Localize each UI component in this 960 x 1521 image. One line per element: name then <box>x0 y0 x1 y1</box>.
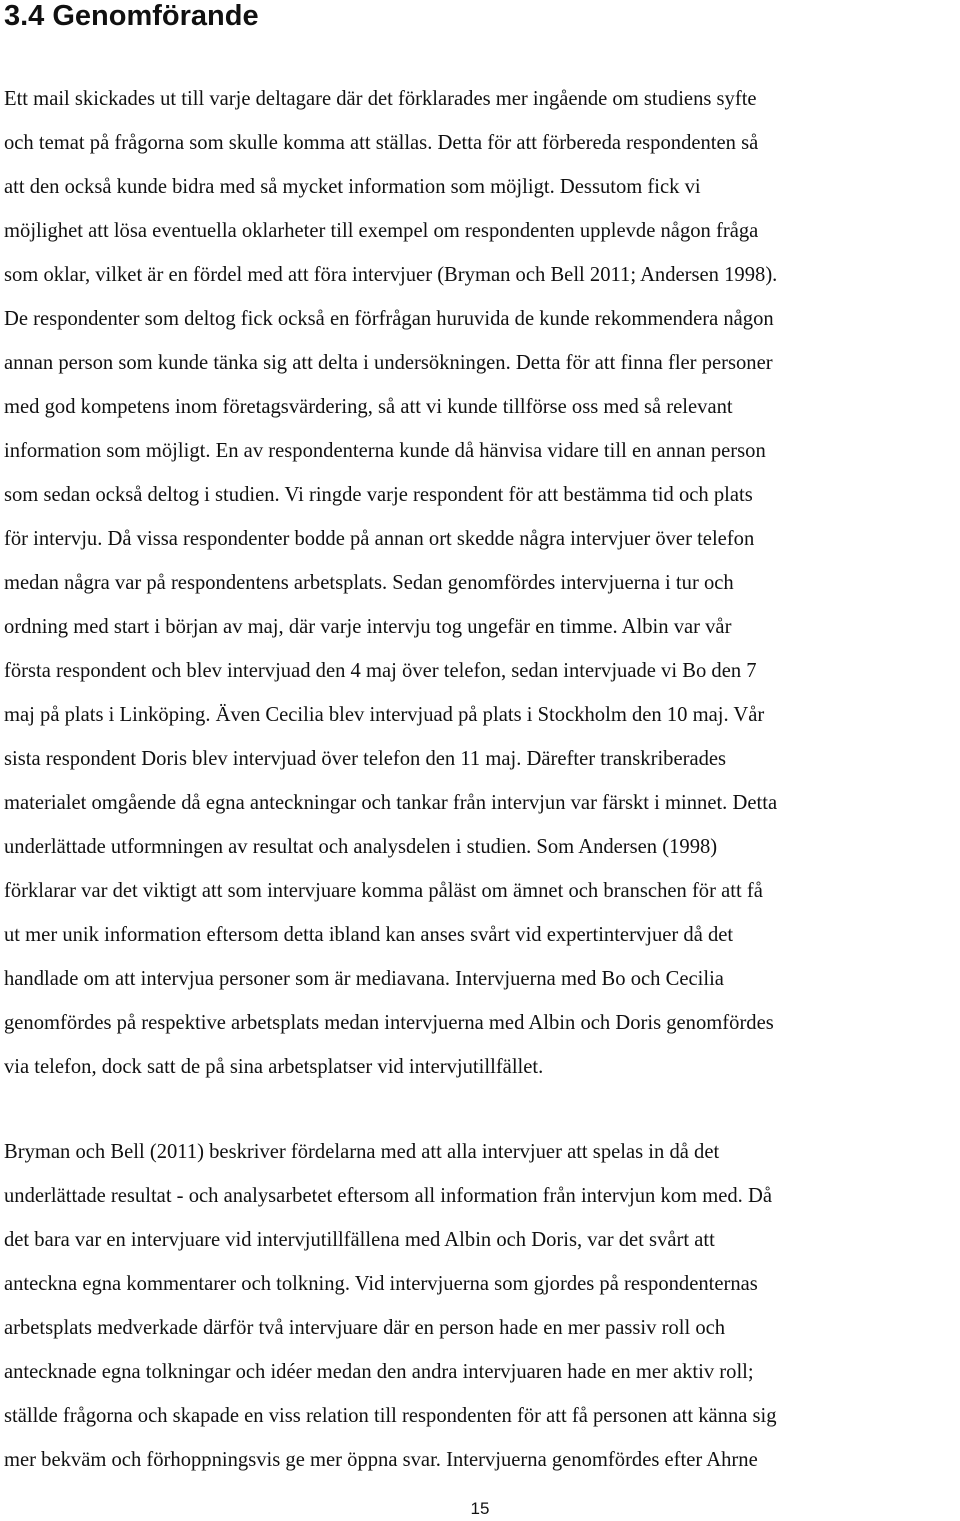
text-line: för intervju. Då vissa respondenter bodde på annan ort skedde några intervjuer över telefon <box>4 528 755 550</box>
text-line: och temat på frågorna som skulle komma att ställas. Detta för att förbereda respondenten så <box>4 132 759 154</box>
text-line: förklarar var det viktigt att som intervjuare komma påläst om ämnet och branschen för att få <box>4 880 763 902</box>
text-line: ut mer unik information eftersom detta ibland kan anses svårt vid expertintervjuer då det <box>4 924 734 946</box>
text-line: antecknade egna tolkningar och idéer medan den andra intervjuaren hade en mer aktiv roll; <box>4 1361 754 1383</box>
text-line: att den också kunde bidra med så mycket information som möjligt. Dessutom fick vi <box>4 176 701 198</box>
text-line: ställde frågorna och skapade en viss relation till respondenten för att få personen att känna sig <box>4 1405 777 1427</box>
text-line: som sedan också deltog i studien. Vi ringde varje respondent för att bestämma tid och plats <box>4 484 753 506</box>
section-heading: 3.4 Genomförande <box>4 0 259 32</box>
text-line: möjlighet att lösa eventuella oklarheter till exempel om respondenten upplevde någon fråga <box>4 220 759 242</box>
text-line: maj på plats i Linköping. Även Cecilia blev intervjuad på plats i Stockholm den 10 maj. Vår <box>4 704 765 726</box>
paragraph-1 <box>4 77 956 1089</box>
text-line: annan person som kunde tänka sig att delta i undersökningen. Detta för att finna fler personer <box>4 352 773 374</box>
text-line: De respondenter som deltog fick också en förfrågan huruvida de kunde rekommendera någon <box>4 308 774 330</box>
text-line: ordning med start i början av maj, där varje intervju tog ungefär en timme. Albin var vår <box>4 616 732 638</box>
text-line: med god kompetens inom företagsvärdering, så att vi kunde tillförse oss med så relevant <box>4 396 733 418</box>
text-line: materialet omgående då egna anteckningar och tankar från intervjun var färskt i minnet. Detta <box>4 792 778 814</box>
text-line: underlättade utformningen av resultat och analysdelen i studien. Som Andersen (1998) <box>4 836 718 858</box>
text-line: underlättade resultat - och analysarbetet eftersom all information från intervjun kom med. Då <box>4 1185 772 1207</box>
text-line: det bara var en intervjuare vid intervjutillfällena med Albin och Doris, var det svårt att <box>4 1229 715 1251</box>
text-line: via telefon, dock satt de på sina arbetsplatser vid intervjutillfället. <box>4 1056 544 1078</box>
text-line: som oklar, vilket är en fördel med att föra intervjuer (Bryman och Bell 2011; Andersen 1998). <box>4 264 778 286</box>
text-line: medan några var på respondentens arbetsplats. Sedan genomfördes intervjuerna i tur och <box>4 572 734 594</box>
text-line: sista respondent Doris blev intervjuad över telefon den 11 maj. Därefter transkriberades <box>4 748 727 770</box>
text-line: arbetsplats medverkade därför två intervjuare där en person hade en mer passiv roll och <box>4 1317 726 1339</box>
text-line: handlade om att intervjua personer som är mediavana. Intervjuerna med Bo och Cecilia <box>4 968 724 990</box>
text-line: information som möjligt. En av respondenterna kunde då hänvisa vidare till en annan person <box>4 440 766 462</box>
text-line: första respondent och blev intervjuad den 4 maj över telefon, sedan intervjuade vi Bo den 7 <box>4 660 757 682</box>
text-line: anteckna egna kommentarer och tolkning. Vid intervjuerna som gjordes på respondenternas <box>4 1273 758 1295</box>
text-line: genomfördes på respektive arbetsplats medan intervjuerna med Albin och Doris genomfördes <box>4 1012 774 1034</box>
text-line: mer bekväm och förhoppningsvis ge mer öppna svar. Intervjuerna genomfördes efter Ahrne <box>4 1449 758 1471</box>
paragraph-2 <box>4 1130 956 1482</box>
text-line: Ett mail skickades ut till varje deltagare där det förklarades mer ingående om studiens syfte <box>4 88 757 110</box>
page-number: 15 <box>470 1499 490 1518</box>
text-line: Bryman och Bell (2011) beskriver fördelarna med att alla intervjuer att spelas in då det <box>4 1141 720 1163</box>
